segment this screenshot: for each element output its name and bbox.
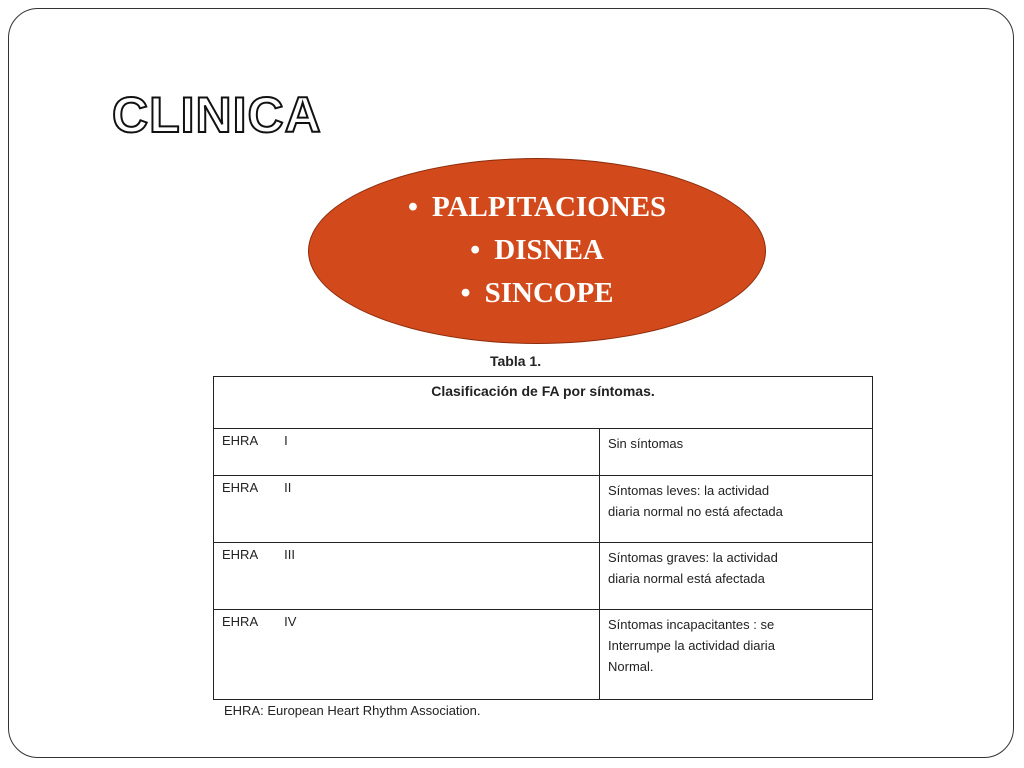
description-cell [600,543,873,610]
ehra-classification-table [213,376,873,700]
symptom-item [308,229,766,272]
table-row [214,543,873,610]
symptoms-list [308,186,766,315]
symptom-item [308,272,766,315]
level-label: I [284,433,288,448]
scale-label: EHRA [222,547,259,562]
level-label: III [284,547,295,562]
description-line: Síntomas incapacitantes : se [608,617,775,632]
symptom-label: SINCOPE [484,277,614,309]
scale-label: EHRA [222,433,259,448]
description-cell [600,610,873,700]
description-cell [600,476,873,543]
description-cell [600,429,873,476]
description-line: Sin síntomas [608,436,684,451]
description-line: diaria normal está afectada [608,571,765,586]
table-row [214,476,873,543]
grade-cell [214,610,600,700]
description-line: diaria normal no está afectada [608,504,783,519]
symptom-label: PALPITACIONES [431,191,667,223]
description-line: Síntomas leves: la actividad [608,483,770,498]
symptom-item [308,186,766,229]
table-footnote: EHRA: European Heart Rhythm Association. [224,703,481,718]
level-label: II [284,480,292,495]
slide-title: CLINICA [112,87,322,143]
grade-cell [214,476,600,543]
description-line: Normal. [608,659,654,674]
symptom-label: DISNEA [494,234,604,266]
table-caption: Tabla 1. [490,356,542,369]
bullet-icon: • [470,234,481,266]
grade-cell [214,429,600,476]
bullet-icon: • [460,277,471,309]
scale-label: EHRA [222,614,259,629]
table-row [214,610,873,700]
scale-label: EHRA [222,480,259,495]
table-header: Clasificación de FA por síntomas. [214,377,873,429]
description-line: Síntomas graves: la actividad [608,550,778,565]
table-row [214,429,873,476]
grade-cell [214,543,600,610]
level-label: IV [284,614,297,629]
bullet-icon: • [407,191,418,223]
description-line: Interrumpe la actividad diaria [608,638,775,653]
